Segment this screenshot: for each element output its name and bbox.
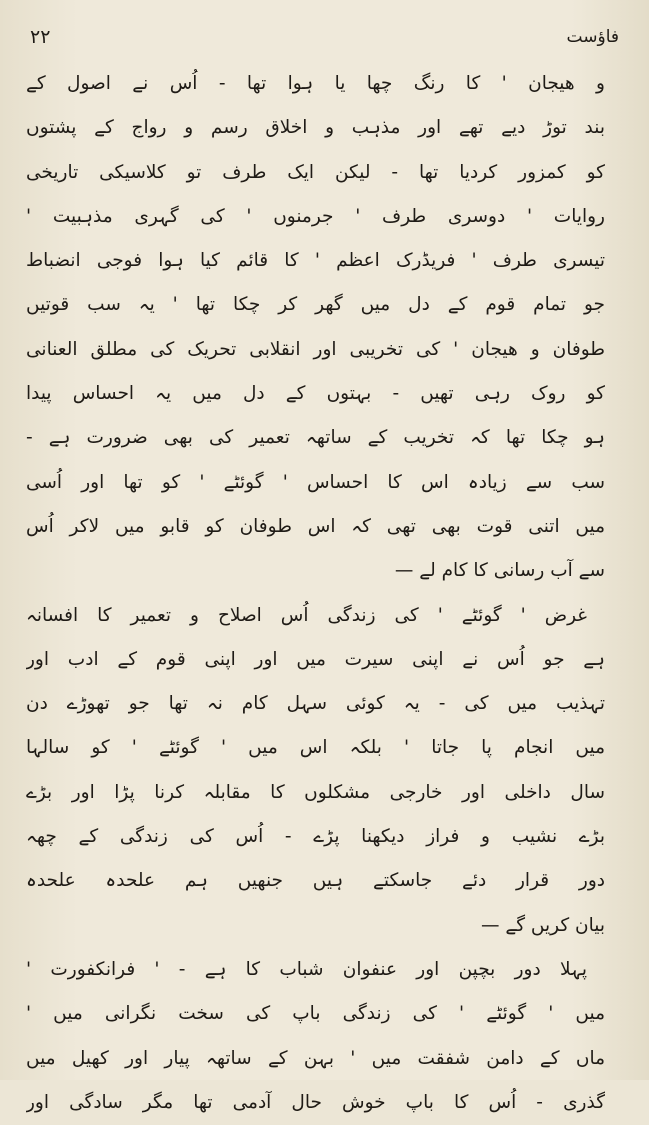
text-line: تہذیب میں کی - یہ کوئی سہل کام نہ تھا جو تھوڑے دن <box>26 693 605 715</box>
text-line: گذری - اُس کا باپ خوش حال آدمی تھا مگر سادگی اور <box>26 1091 605 1113</box>
text-line: سب سے زیادہ اس کا احساس ' گوئٹے ' کو تھا اور اُسی <box>26 471 605 493</box>
running-title: فاؤست <box>566 27 619 47</box>
text-line: روایات ' دوسری طرف ' جرمنوں ' کی گہری مذہبیت ' <box>26 205 605 227</box>
text-line: جو تمام قوم کے دل میں گھر کر چکا تھا ' یہ سب قوتیں <box>26 294 605 316</box>
text-line: سال داخلی اور خارجی مشکلوں کا مقابلہ کرنا پڑا اور بڑے <box>26 781 605 803</box>
page-number: ۲۲ <box>30 26 51 48</box>
text-line: ہو چکا تھا کہ تخریب کے ساتھہ تعمیر کی بھی ضرورت ہے - <box>26 427 605 449</box>
text-line: بند توڑ دیے تھے اور مذہب و اخلاق رسم و رواج کے پشتوں <box>26 117 605 139</box>
text-line: میں اتنی قوت بھی تھی کہ اس طوفان کو قابو میں لاکر اُس <box>26 515 605 537</box>
text-line: کو روک رہی تھیں - بہتوں کے دل میں یہ احساس پیدا <box>26 383 605 405</box>
text-line: ماں کے دامن شفقت میں ' بہن کے ساتھہ پیار اور کھیل میں <box>26 1047 605 1069</box>
page-header <box>30 22 619 52</box>
text-line: پہلا دور بچپن اور عنفوان شباب کا ہے - ' فرانکفورت ' <box>26 958 587 980</box>
body-text <box>26 62 605 1125</box>
text-line: میں انجام پا جاتا ' بلکہ اس میں ' گوئٹے ' کو سالہا <box>26 737 605 759</box>
text-line: سے آب رسانی کا کام لے — <box>394 560 605 582</box>
text-line: طوفان و هیجان ' کی تخریبی اور انقلابی تحریک کی مطلق العنانی <box>26 338 605 360</box>
text-line: و هیجان ' کا رنگ چھا یا ہوا تھا - اُس نے اصول کے <box>26 73 605 94</box>
text-line: غرض ' گوئٹے ' کی زندگی اُس اصلاح و تعمیر کا افسانہ <box>26 604 587 626</box>
text-line: بیان کریں گے — <box>481 914 605 936</box>
text-line: تیسری طرف ' فریڈرک اعظم ' کا قائم کیا ہوا فوجی انضباط <box>26 250 605 272</box>
text-line: میں ' گوئٹے ' کی زندگی باپ کی سخت نگرانی میں ' <box>26 1003 605 1025</box>
text-line: ہے جو اُس نے اپنی سیرت میں اور اپنی قوم کے ادب اور <box>26 648 605 670</box>
text-line: کو کمزور کردیا تھا - لیکن ایک طرف تو کلاسیکی تاریخی <box>26 161 605 183</box>
text-line: دور قرار دئے جاسکتے ہیں جنھیں ہم علحدہ علحدہ <box>26 870 605 892</box>
text-line: بڑے نشیب و فراز دیکھنا پڑے - اُس کی زندگی کے چھہ <box>26 826 605 848</box>
